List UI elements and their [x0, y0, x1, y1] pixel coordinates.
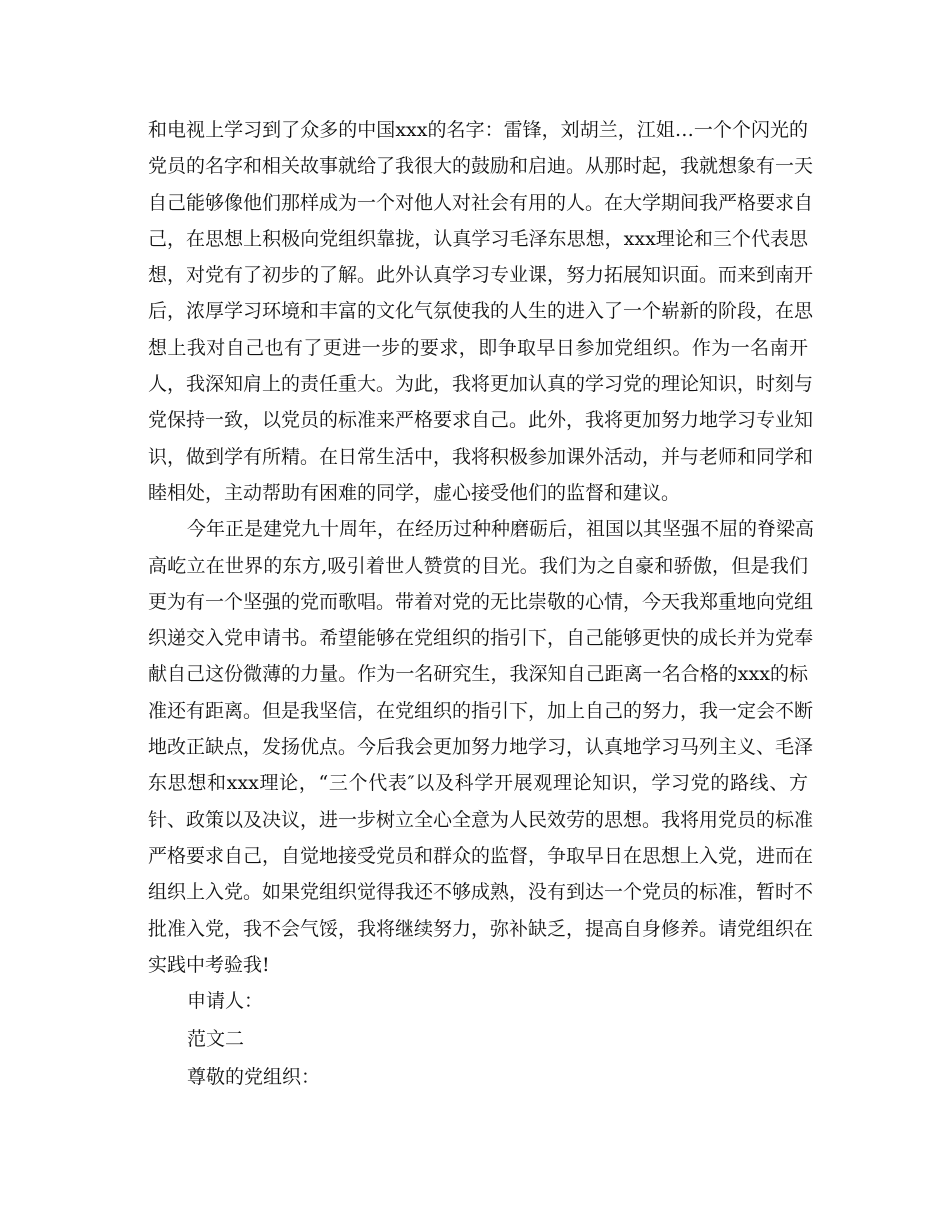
sample-title: 范文二 [187, 1028, 245, 1050]
paragraph-line: 识，做到学有所精。在日常生活中，我将积极参加课外活动，并与老师和同学和 [148, 445, 814, 468]
paragraph-line: 严格要求自己，自觉地接受党员和群众的监督，争取早日在思想上入党，进而在 [148, 844, 814, 867]
paragraph-line: 己，在思想上积极向党组织靠拢，认真学习毛泽东思想，xxx理论和三个代表思 [148, 227, 808, 250]
paragraph-line: 实践中考验我! [148, 953, 270, 976]
paragraph-line: 东思想和xxx理论，“三个代表″以及科学开展观理论知识，学习党的路线、方 [148, 772, 808, 795]
paragraph-line: 地改正缺点，发扬优点。今后我会更加努力地学习，认真地学习马列主义、毛泽 [148, 736, 814, 759]
paragraph-line: 组织上入党。如果党组织觉得我还不够成熟，没有到达一个党员的标准，暂时不 [148, 881, 814, 904]
salutation: 尊敬的党组织： [187, 1066, 321, 1088]
paragraph-line: 想上我对自己也有了更进一步的要求，即争取早日参加党组织。作为一名南开 [148, 336, 808, 359]
paragraph-line: 针、政策以及决议，进一步树立全心全意为人民效劳的思想。我将用党员的标准 [148, 808, 814, 831]
paragraph-line: 批准入党，我不会气馁，我将继续努力，弥补缺乏，提高自身修养。请党组织在 [148, 917, 814, 940]
paragraph-line: 准还有距离。但是我坚信，在党组织的指引下，加上自己的努力，我一定会不断 [148, 699, 814, 722]
paragraph-line: 高屹立在世界的东方,吸引着世人赞赏的目光。我们为之自豪和骄傲，但是我们 [148, 554, 808, 577]
paragraph-line: 党保持一致，以党员的标准来严格要求自己。此外，我将更加努力地学习专业知 [148, 409, 814, 432]
paragraph-line: 今年正是建党九十周年，在经历过种种磨砺后，祖国以其坚强不屈的脊梁高 [187, 518, 815, 541]
paragraph-line: 后，浓厚学习环境和丰富的文化气氛使我的人生的进入了一个崭新的阶段，在思 [148, 300, 814, 323]
paragraph-line: 和电视上学习到了众多的中国xxx的名字：雷锋，刘胡兰，江姐…一个个闪光的 [148, 119, 808, 141]
paragraph-line: 更为有一个坚强的党而歌唱。带着对党的无比崇敬的心情，今天我郑重地向党组 [148, 590, 814, 613]
paragraph-line: 想，对党有了初步的了解。此外认真学习专业课，努力拓展知识面。而来到南开 [148, 264, 814, 287]
paragraph-line: 党员的名字和相关故事就给了我很大的鼓励和启迪。从那时起，我就想象有一天 [148, 155, 814, 178]
applicant-label: 申请人： [187, 990, 264, 1012]
paragraph-line: 睦相处，主动帮助有困难的同学，虚心接受他们的监督和建议。 [148, 481, 681, 504]
paragraph-line: 人，我深知肩上的责任重大。为此，我将更加认真的学习党的理论知识，时刻与 [148, 373, 814, 396]
paragraph-line: 织递交入党申请书。希望能够在党组织的指引下，自己能够更快的成长并为党奉 [148, 627, 814, 650]
body-text [148, 112, 815, 983]
paragraph-line: 自己能够像他们那样成为一个对他人对社会有用的人。在大学期间我严格要求自 [148, 191, 814, 214]
paragraph-line: 献自己这份微薄的力量。作为一名研究生，我深知自己距离一名合格的xxx的标 [148, 663, 808, 686]
